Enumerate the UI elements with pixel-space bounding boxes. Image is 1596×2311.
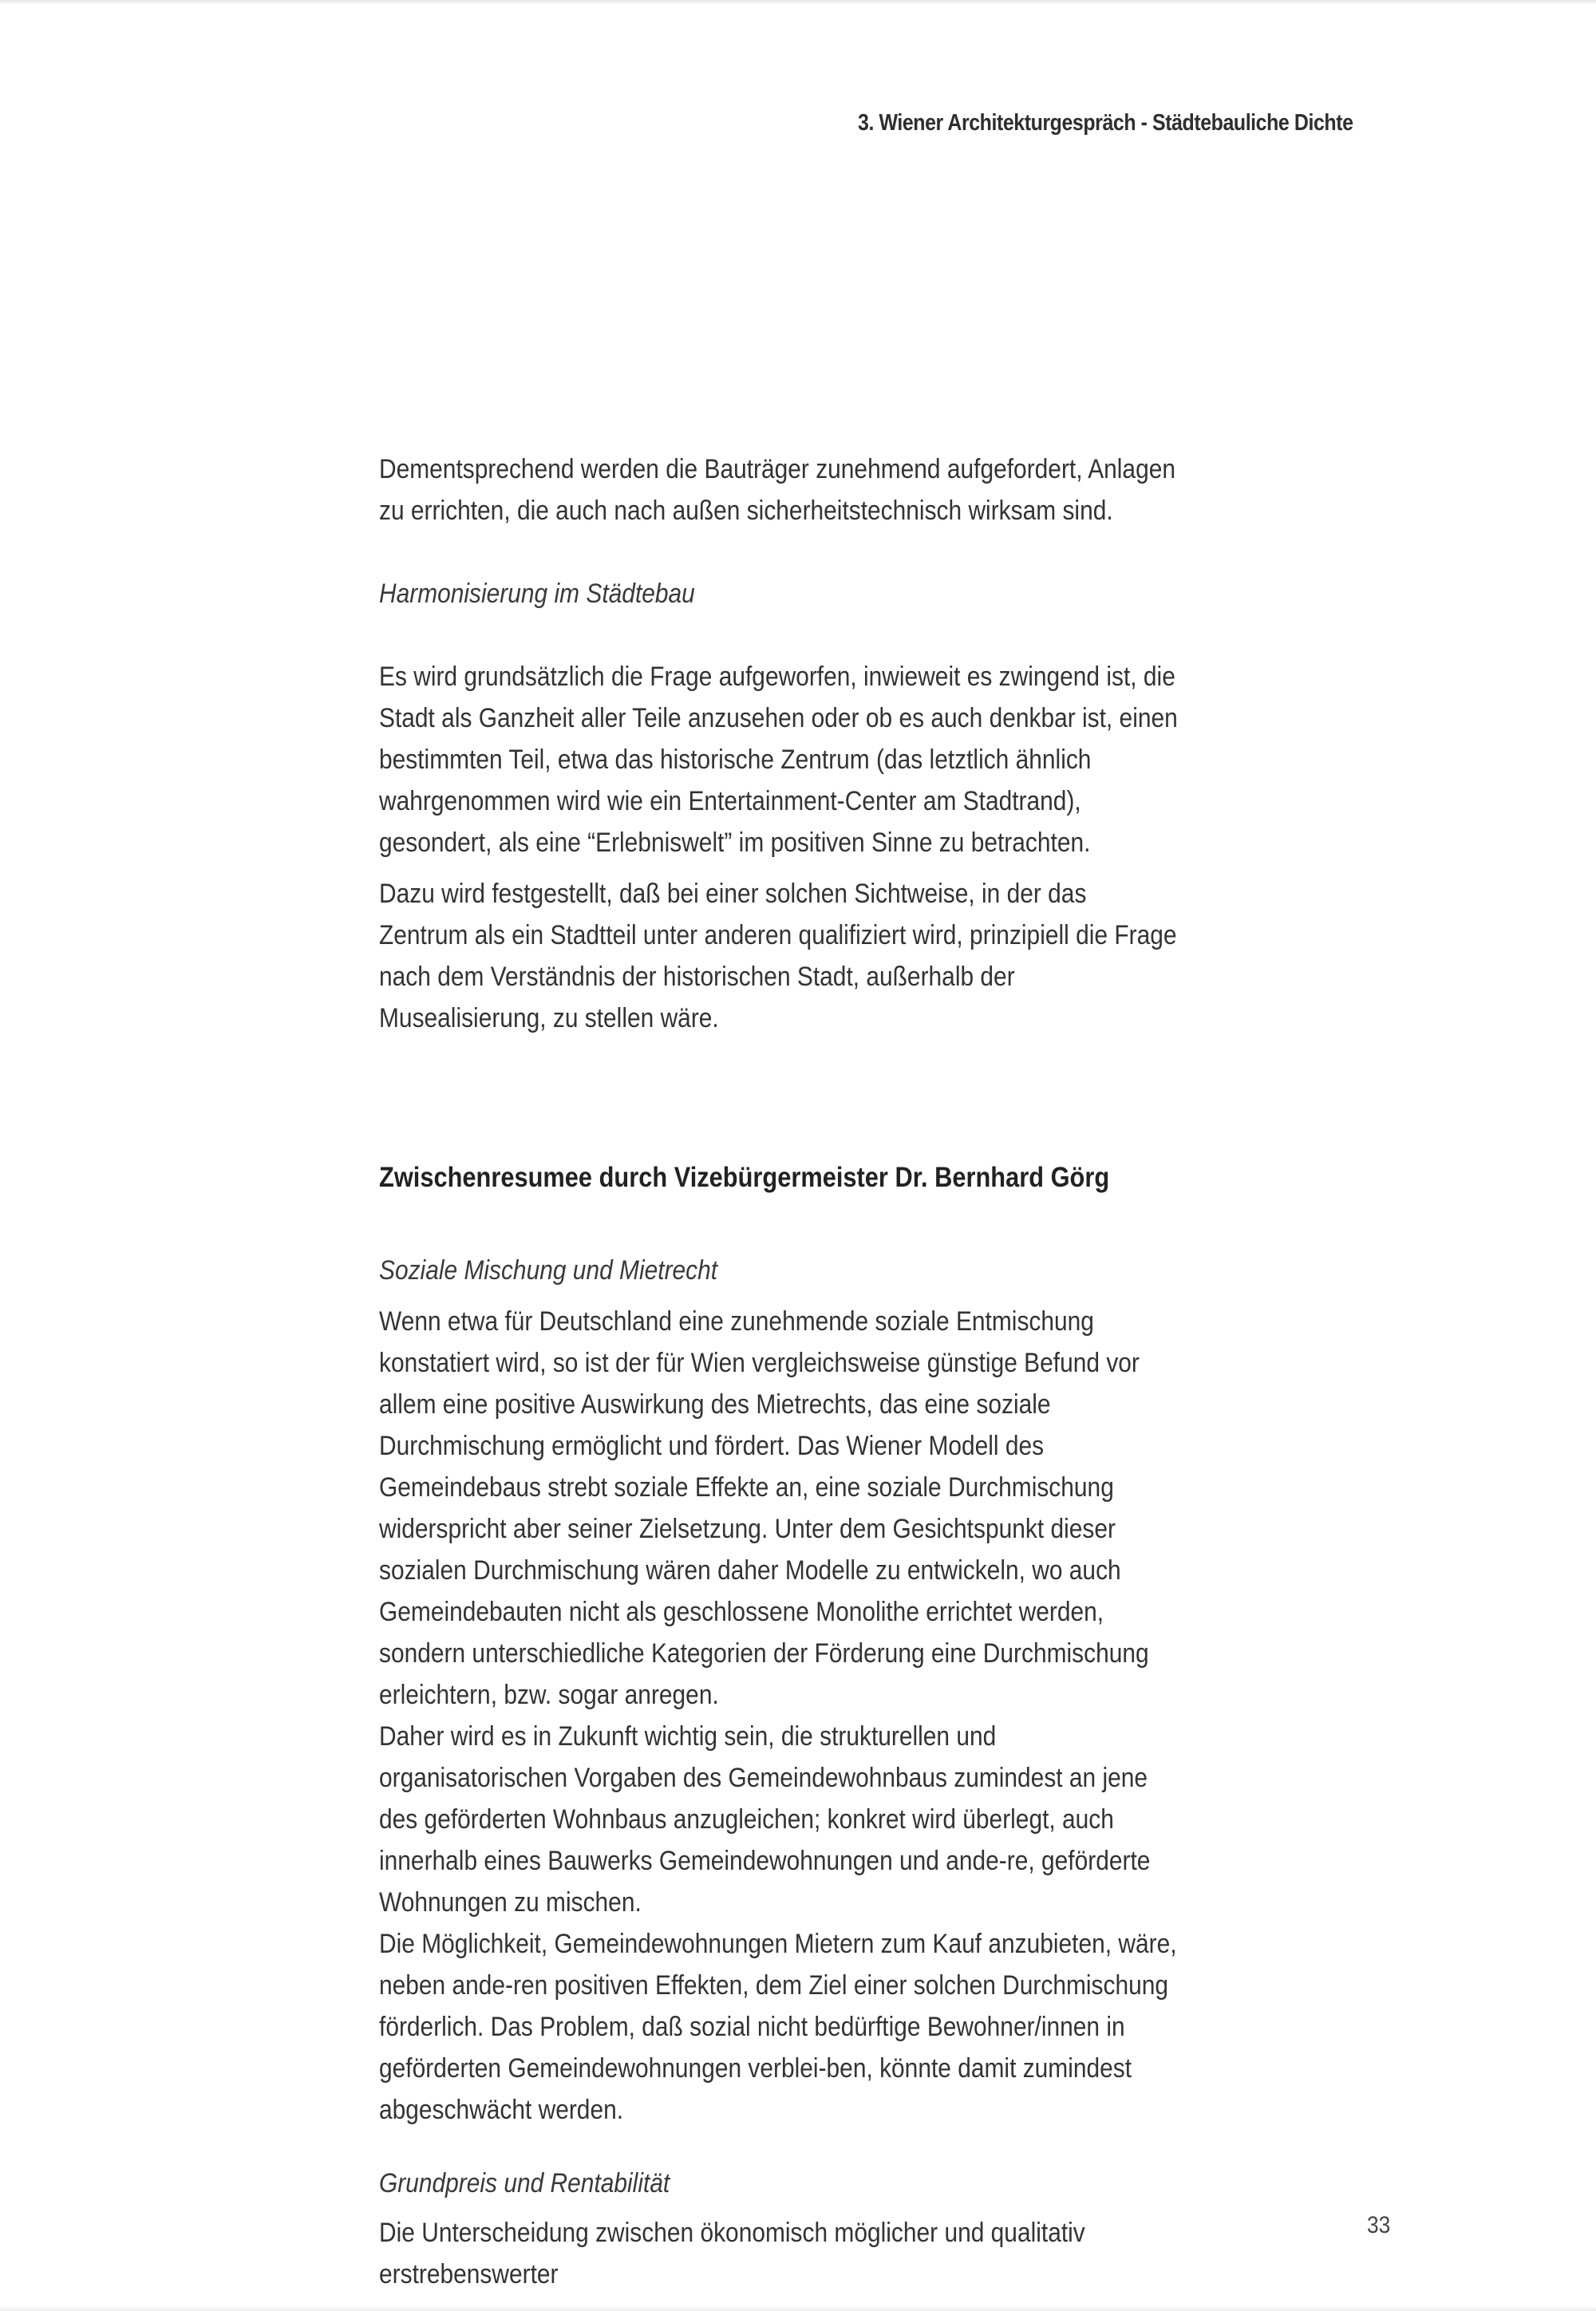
section-heading-zwischenresumee: Zwischenresumee durch Vizebürgermeister Dr. Bernhard Görg	[379, 1162, 1110, 1193]
intro-paragraph: Dementsprechend werden die Bauträger zunehmend aufgefordert, Anlagen zu errichten, die auch nach außen sicherheitstechnisch wirksam sind.	[379, 454, 1176, 526]
paragraph-harmonisierung-2: Dazu wird festgestellt, daß bei einer solchen Sichtweise, in der das Zentrum als ein Stadtteil unter anderen qualifiziert wird, prinzipiell die Frage nach dem Verständnis der historischen Stadt, außerhalb der Musealisierung, zu stellen wäre.	[379, 879, 1177, 1033]
running-header: 3. Wiener Architekturgespräch - Städtebauliche Dichte	[858, 110, 1353, 136]
page-number: 33	[1367, 2212, 1391, 2238]
page-content	[379, 448, 1292, 2295]
paragraph-soziale-mischung-1: Wenn etwa für Deutschland eine zunehmende soziale Entmischung konstatiert wird, so ist der für Wien vergleichsweise günstige Befund vor allem eine positive Auswirkung des Mietrechts, das eine soziale Durchmischung ermöglicht und fördert. Das Wiener Modell des Gemeindebaus strebt soziale Effekte an, eine soziale Durchmischung widerspricht aber seiner Zielsetzung. Unter dem Gesichtspunkt dieser sozialen Durchmischung wären daher Modelle zu entwickeln, wo auch Gemeindebauten nicht als geschlossene Monolithe errichtet werden, sondern unterschiedliche Kategorien der Förderung eine Durchmischung erleichtern, bzw. sogar anregen.	[379, 1306, 1149, 1710]
scan-edge-top	[0, 0, 1596, 5]
scan-edge-bottom	[0, 2306, 1596, 2311]
subheading-harmonisierung: Harmonisierung im Städtebau	[379, 579, 695, 609]
paragraph-grundpreis-1: Die Unterscheidung zwischen ökonomisch möglicher und qualitativ erstrebenswerter	[379, 2218, 1085, 2289]
subheading-grundpreis: Grundpreis und Rentabilität	[379, 2168, 670, 2198]
paragraph-soziale-mischung-3: Die Möglichkeit, Gemeindewohnungen Mietern zum Kauf anzubieten, wäre, neben ande-ren positiven Effekten, dem Ziel einer solchen Durchmischung förderlich. Das Problem, daß sozial nicht bedürftige Bewohner/innen in geförderten Gemeindewohnungen verblei-ben, könnte damit zumindest abgeschwächt werden.	[379, 1929, 1177, 2125]
subheading-soziale-mischung: Soziale Mischung und Mietrecht	[379, 1255, 718, 1286]
paragraph-soziale-mischung-2: Daher wird es in Zukunft wichtig sein, die strukturellen und organisatorischen Vorgaben des Gemeindewohnbaus zumindest an jene des geförderten Wohnbaus anzugleichen; konkret wird überlegt, auch innerhalb eines Bauwerks Gemeindewohnungen und ande-re, geförderte Wohnungen zu mischen.	[379, 1721, 1151, 1918]
paragraph-harmonisierung-1: Es wird grundsätzlich die Frage aufgeworfen, inwieweit es zwingend ist, die Stadt als Ganzheit aller Teile anzusehen oder ob es auch denkbar ist, einen bestimmten Teil, etwa das historische Zentrum (das letztlich ähnlich wahrgenommen wird wie ein Entertainment-Center am Stadtrand), gesondert, als eine “Erlebniswelt” im positiven Sinne zu betrachten.	[379, 662, 1178, 858]
